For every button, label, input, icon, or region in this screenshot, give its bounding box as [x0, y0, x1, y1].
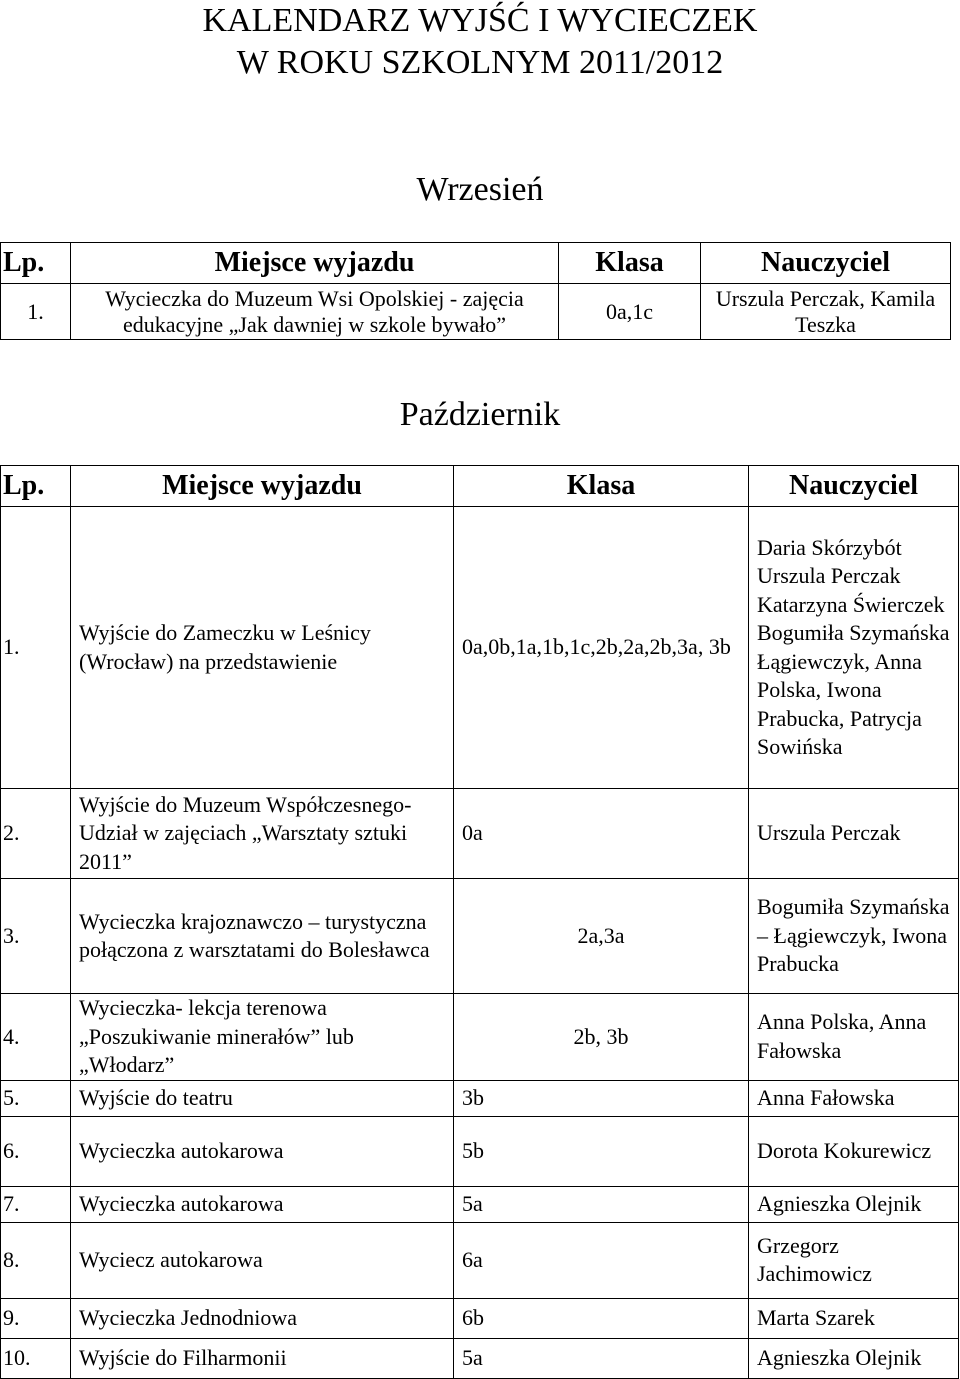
title-line-1: KALENDARZ WYJŚĆ I WYCIECZEK — [202, 2, 758, 39]
cell-place: Wyjście do Muzeum Współczesnego- Udział w zajęciach „Warsztaty sztuki 2011” — [71, 789, 454, 879]
table-row — [1, 284, 951, 340]
document-title — [0, 0, 960, 84]
cell-teacher: Anna Polska, Anna Fałowska — [749, 994, 959, 1081]
cell-lp: 6. — [1, 1116, 71, 1186]
table-row — [1, 1080, 959, 1116]
cell-lp: 1. — [1, 284, 71, 340]
cell-class: 5a — [454, 1186, 749, 1222]
cell-lp: 3. — [1, 879, 71, 994]
column-header-place: Miejsce wyjazdu — [71, 466, 454, 507]
cell-teacher: Agnieszka Olejnik — [749, 1338, 959, 1378]
month-heading-september: Wrzesień — [416, 171, 544, 208]
cell-place: Wycieczka autokarowa — [71, 1186, 454, 1222]
cell-teacher: Urszula Perczak — [749, 789, 959, 879]
cell-class: 0a,0b,1a,1b,1c,2b,2a,2b,3a, 3b — [454, 507, 749, 789]
column-header-lp: Lp. — [1, 243, 71, 284]
cell-place: Wyciecz autokarowa — [71, 1222, 454, 1298]
table-row — [1, 1186, 959, 1222]
column-header-lp: Lp. — [1, 466, 71, 507]
table-header-row — [1, 466, 959, 507]
cell-teacher: Daria Skórzybót Urszula Perczak Katarzyna Świerczek Bogumiła Szymańska Łągiewczyk, Anna Polska, Iwona Prabucka, Patrycja Sowińska — [749, 507, 959, 789]
cell-teacher: Grzegorz Jachimowicz — [749, 1222, 959, 1298]
cell-class: 0a — [454, 789, 749, 879]
cell-class: 3b — [454, 1080, 749, 1116]
table-row — [1, 1338, 959, 1378]
cell-lp: 10. — [1, 1338, 71, 1378]
cell-lp: 8. — [1, 1222, 71, 1298]
cell-class: 6b — [454, 1298, 749, 1338]
cell-lp: 1. — [1, 507, 71, 789]
cell-place: Wyjście do teatru — [71, 1080, 454, 1116]
october-table — [0, 465, 959, 1379]
cell-lp: 4. — [1, 994, 71, 1081]
cell-class: 0a,1c — [559, 284, 701, 340]
cell-place: Wycieczka do Muzeum Wsi Opolskiej - zajęcia edukacyjne „Jak dawniej w szkole bywało” — [71, 284, 559, 340]
cell-lp: 5. — [1, 1080, 71, 1116]
cell-place: Wycieczka- lekcja terenowa „Poszukiwanie minerałów” lub „Włodarz” — [71, 994, 454, 1081]
cell-class: 5a — [454, 1338, 749, 1378]
cell-class: 5b — [454, 1116, 749, 1186]
cell-teacher: Bogumiła Szymańska – Łągiewczyk, Iwona Prabucka — [749, 879, 959, 994]
cell-teacher: Agnieszka Olejnik — [749, 1186, 959, 1222]
cell-place: Wyjście do Filharmonii — [71, 1338, 454, 1378]
cell-teacher: Urszula Perczak, Kamila Teszka — [701, 284, 951, 340]
cell-lp: 2. — [1, 789, 71, 879]
table-header-row — [1, 243, 951, 284]
cell-teacher: Anna Fałowska — [749, 1080, 959, 1116]
cell-class: 2a,3a — [454, 879, 749, 994]
cell-lp: 9. — [1, 1298, 71, 1338]
table-row — [1, 994, 959, 1081]
column-header-teacher: Nauczyciel — [749, 466, 959, 507]
column-header-class: Klasa — [559, 243, 701, 284]
cell-teacher: Dorota Kokurewicz — [749, 1116, 959, 1186]
table-row — [1, 507, 959, 789]
cell-teacher: Marta Szarek — [749, 1298, 959, 1338]
table-row — [1, 1298, 959, 1338]
table-row — [1, 789, 959, 879]
column-header-teacher: Nauczyciel — [701, 243, 951, 284]
column-header-class: Klasa — [454, 466, 749, 507]
september-table — [0, 242, 951, 340]
cell-class: 2b, 3b — [454, 994, 749, 1081]
title-line-2: W ROKU SZKOLNYM 2011/2012 — [236, 44, 724, 81]
table-row — [1, 879, 959, 994]
table-row — [1, 1222, 959, 1298]
cell-lp: 7. — [1, 1186, 71, 1222]
table-row — [1, 1116, 959, 1186]
column-header-place: Miejsce wyjazdu — [71, 243, 559, 284]
cell-place: Wycieczka krajoznawczo – turystyczna połączona z warsztatami do Bolesławca — [71, 879, 454, 994]
month-heading-october: Październik — [399, 396, 561, 433]
cell-class: 6a — [454, 1222, 749, 1298]
cell-place: Wycieczka autokarowa — [71, 1116, 454, 1186]
cell-place: Wycieczka Jednodniowa — [71, 1298, 454, 1338]
cell-place: Wyjście do Zameczku w Leśnicy (Wrocław) na przedstawienie — [71, 507, 454, 789]
